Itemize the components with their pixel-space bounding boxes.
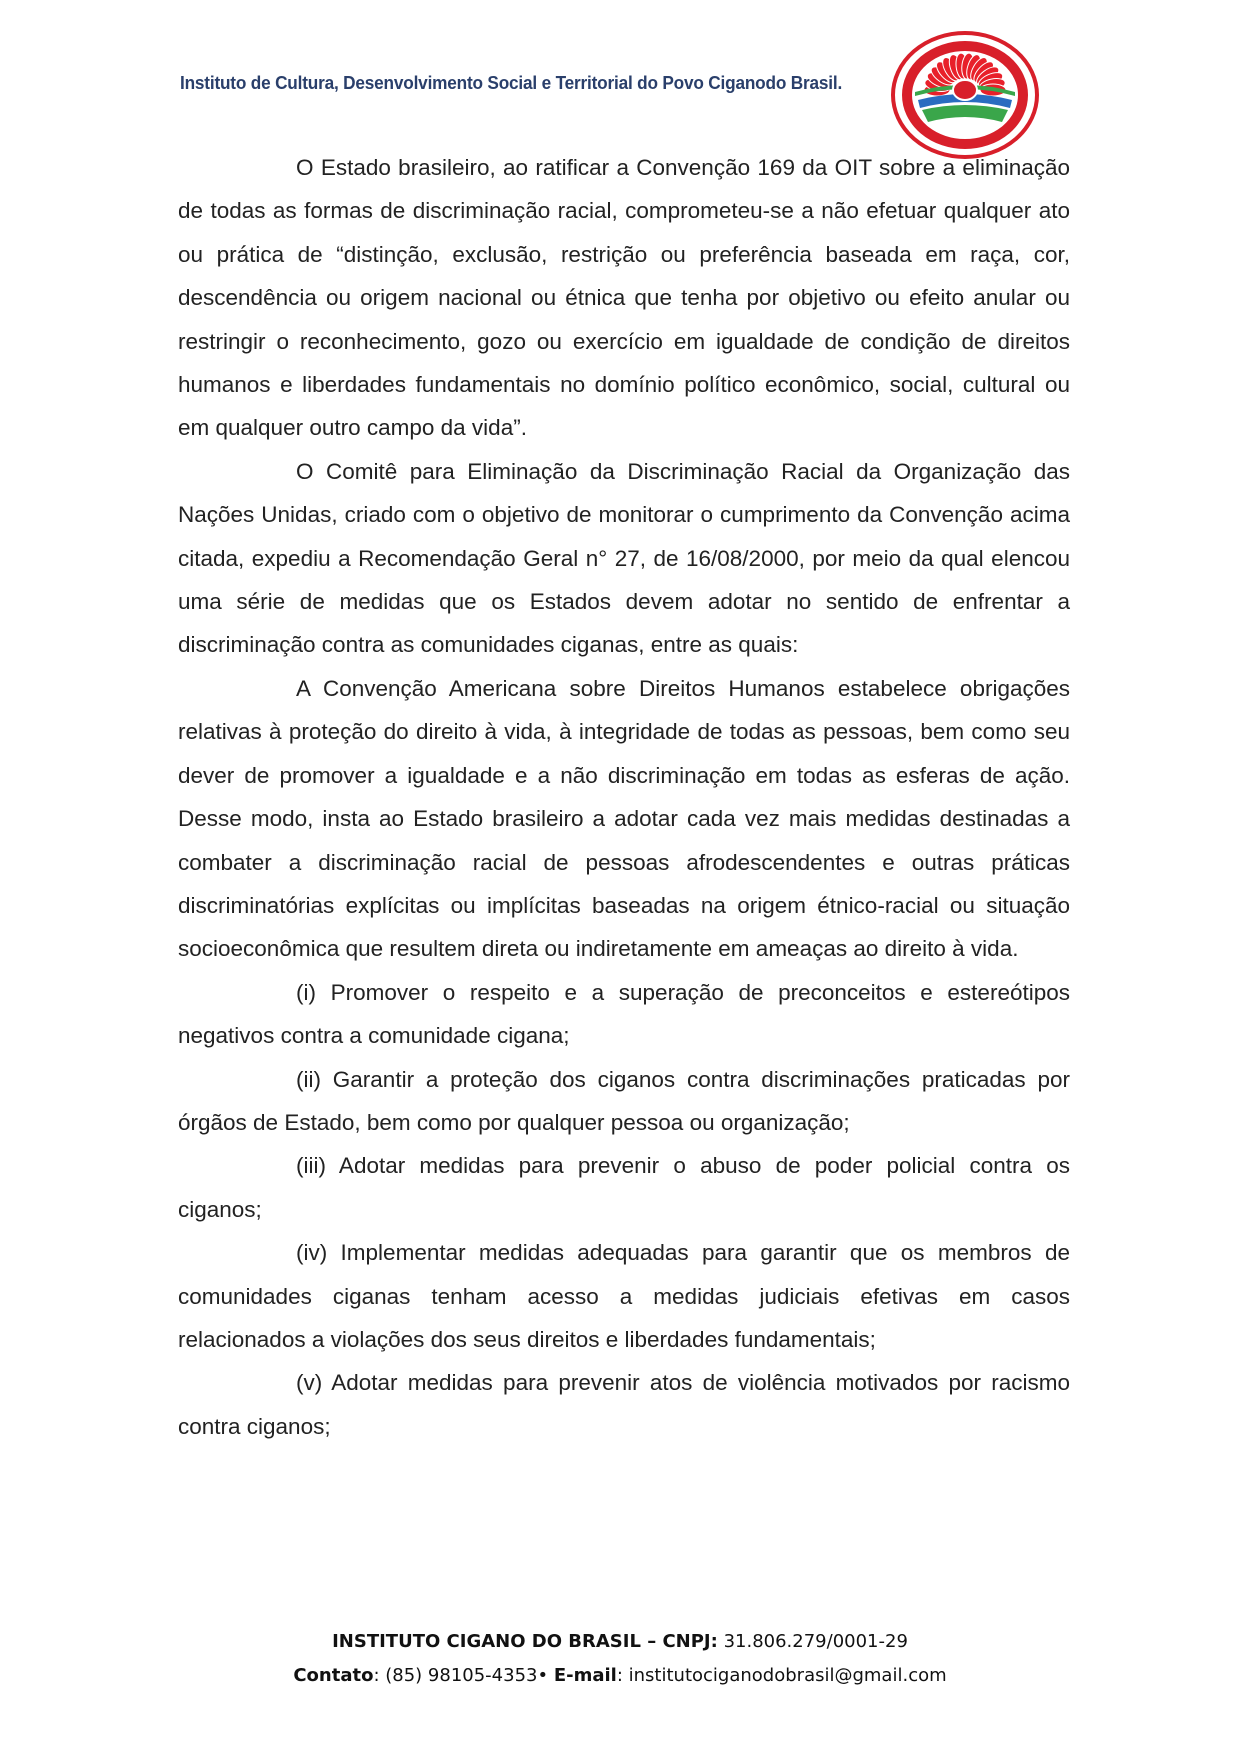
footer-contact-label: Contato	[293, 1665, 374, 1686]
list-item-iv: (iv) Implementar medidas adequadas para garantir que os membros de comunidades ciganas tenham acesso a medidas judiciais efetivas em casos relacionados a violações dos seus direitos e liberdades fundamentais;	[178, 1240, 1070, 1352]
paragraph-committee: O Comitê para Eliminação da Discriminação Racial da Organização das Nações Unidas, criado com o objetivo de monitorar o cumprimento da Convenção acima citada, expediu a Recomendação Geral n° 27, de 16/08/2000, por meio da qual elencou uma série de medidas que os Estados devem adotar no sentido de enfrentar a discriminação contra as comunidades ciganas, entre as quais:	[178, 458, 1070, 658]
body-text	[178, 146, 1070, 1448]
footer-org-label: INSTITUTO CIGANO DO BRASIL – CNPJ:	[332, 1631, 718, 1652]
footer-cnpj: 31.806.279/0001-29	[723, 1631, 908, 1652]
list-item-i: (i) Promover o respeito e a superação de preconceitos e estereótipos negativos contra a comunidade cigana;	[178, 979, 1070, 1049]
paragraph-american-convention: A Convenção Americana sobre Direitos Humanos estabelece obrigações relativas à proteção do direito à vida, à integridade de todas as pessoas, bem como seu dever de promover a igualdade e a não discriminação em todas as esferas de ação. Desse modo, insta ao Estado brasileiro a adotar cada vez mais medidas destinadas a combater a discriminação racial de pessoas afrodescendentes e outras práticas discriminatórias explícitas ou implícitas baseadas na origem étnico-racial ou situação socioeconômica que resultem direta ou indiretamente em ameaças ao direito à vida.	[178, 675, 1070, 962]
header-title: Instituto de Cultura, Desenvolvimento Social e Territorial do Povo Ciganodo Brasil.	[180, 72, 843, 93]
list-item-v: (v) Adotar medidas para prevenir atos de violência motivados por racismo contra ciganos;	[178, 1370, 1070, 1439]
list-item-ii: (ii) Garantir a proteção dos ciganos contra discriminações praticadas por órgãos de Estado, bem como por qualquer pessoa ou organização;	[178, 1066, 1070, 1135]
footer-contact-line	[0, 1659, 1240, 1693]
list-item-iii: (iii) Adotar medidas para prevenir o abuso de poder policial contra os ciganos;	[178, 1153, 1070, 1222]
footer	[0, 1625, 1240, 1693]
footer-email: : institutociganodobrasil@gmail.com	[616, 1665, 947, 1686]
footer-org-line	[0, 1625, 1240, 1659]
footer-phone: : (85) 98105-4353•	[373, 1665, 549, 1686]
institute-logo-icon	[890, 30, 1040, 160]
footer-email-label: E-mail	[553, 1665, 617, 1686]
paragraph-convention-169: O Estado brasileiro, ao ratificar a Convenção 169 da OIT sobre a eliminação de todas as formas de discriminação racial, comprometeu-se a não efetuar qualquer ato ou prática de “distinção, exclusão, restrição ou preferência baseada em raça, cor, descendência ou origem nacional ou étnica que tenha por objetivo ou efeito anular ou restringir o reconhecimento, gozo ou exercício em igualdade de condição de direitos humanos e liberdades fundamentais no domínio político econômico, social, cultural ou em qualquer outro campo da vida”.	[178, 155, 1070, 441]
